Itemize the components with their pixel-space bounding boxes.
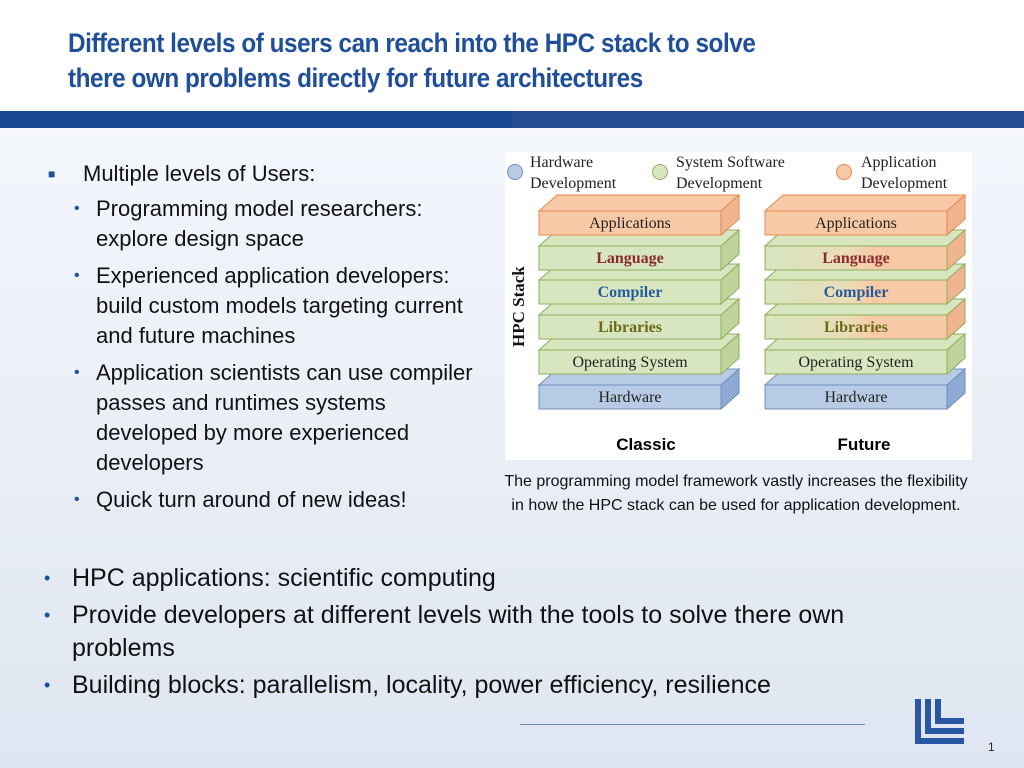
stack-layer: [765, 369, 965, 409]
legend-label: Hardware: [530, 154, 594, 171]
legend-label: Development: [861, 175, 948, 192]
stack-layer: [539, 195, 739, 235]
list-item-text: Quick turn around of new ideas!: [96, 487, 407, 512]
slide-title: [68, 26, 878, 96]
classic-stack: [539, 195, 739, 409]
bullet-icon: •: [74, 364, 80, 381]
list-item-text: Programming model researchers: explore design space: [96, 196, 423, 251]
stack-layer: [539, 369, 739, 409]
list-item: [44, 669, 924, 702]
divider: [520, 724, 865, 725]
future-stack-label: Future: [837, 435, 891, 454]
users-heading-item: [48, 160, 488, 188]
stack-layer-label: Libraries: [824, 319, 888, 336]
stack-layer: [539, 299, 739, 339]
list-item-text: Provide developers at different levels with the tools to solve there own problems: [72, 601, 845, 662]
hpc-stack-axis-label: HPC Stack: [509, 266, 528, 347]
stack-layer-label: Applications: [815, 215, 897, 232]
list-item-text: Application scientists can use compiler passes and runtimes systems developed by more experienced developers: [96, 360, 473, 475]
bullet-icon: •: [74, 200, 80, 217]
stack-layer-label: Language: [822, 250, 890, 267]
users-heading: Multiple levels of Users:: [83, 161, 316, 186]
stack-layer: [765, 334, 965, 374]
bullet-icon: •: [74, 267, 80, 284]
users-list: [74, 194, 488, 515]
stack-layer-label: Compiler: [823, 284, 889, 301]
slide-title-line-1: Different levels of users can reach into the HPC stack to solve: [68, 28, 756, 58]
list-item-text: HPC applications: scientific computing: [72, 564, 496, 592]
stack-layer: [539, 334, 739, 374]
title-bar: [0, 111, 1024, 128]
bullet-icon: •: [44, 675, 51, 695]
list-item: [74, 485, 488, 515]
stack-layer-label: Hardware: [824, 389, 888, 406]
slide-title-line-2: there own problems directly for future architectures: [68, 63, 643, 93]
hpc-stack-figure: [505, 152, 972, 460]
bullet-icon: •: [44, 605, 51, 625]
stack-layer: [539, 230, 739, 270]
stack-layer-label: Compiler: [597, 284, 663, 301]
square-bullet-icon: ■: [48, 167, 56, 181]
users-section: [48, 160, 488, 522]
list-item: [44, 599, 924, 665]
legend-label: Application: [861, 154, 937, 171]
stack-layer: [765, 230, 965, 270]
llnl-logo: [914, 697, 970, 749]
list-item: [74, 194, 488, 254]
stack-diagram: [505, 152, 972, 460]
legend-label: System Software: [676, 154, 785, 171]
list-item: [44, 562, 924, 595]
stack-layer-label: Libraries: [598, 319, 662, 336]
list-item-text: Building blocks: parallelism, locality, power efficiency, resilience: [72, 671, 771, 699]
main-bullet-list: [44, 562, 924, 706]
stack-layer-label: Operating System: [572, 354, 688, 371]
future-stack: [765, 195, 965, 409]
bullet-icon: •: [44, 568, 51, 588]
list-item: [74, 261, 488, 351]
classic-stack-label: Classic: [616, 435, 676, 454]
page-number: 1: [988, 740, 995, 754]
stack-layer-label: Hardware: [598, 389, 662, 406]
legend-label: Development: [676, 175, 763, 192]
list-item-text: Experienced application developers: build custom models targeting current and future machines: [96, 263, 463, 348]
figure-caption: The programming model framework vastly increases the flexibility in how the HPC stack can be used for application development.: [504, 473, 968, 514]
list-item: [74, 358, 488, 478]
stack-layer-label: Operating System: [798, 354, 914, 371]
legend-label: Development: [530, 175, 617, 192]
stack-layer: [765, 195, 965, 235]
stack-layer-label: Applications: [589, 215, 671, 232]
stack-layer-label: Language: [596, 250, 664, 267]
stack-layer: [765, 299, 965, 339]
bullet-icon: •: [74, 491, 80, 508]
